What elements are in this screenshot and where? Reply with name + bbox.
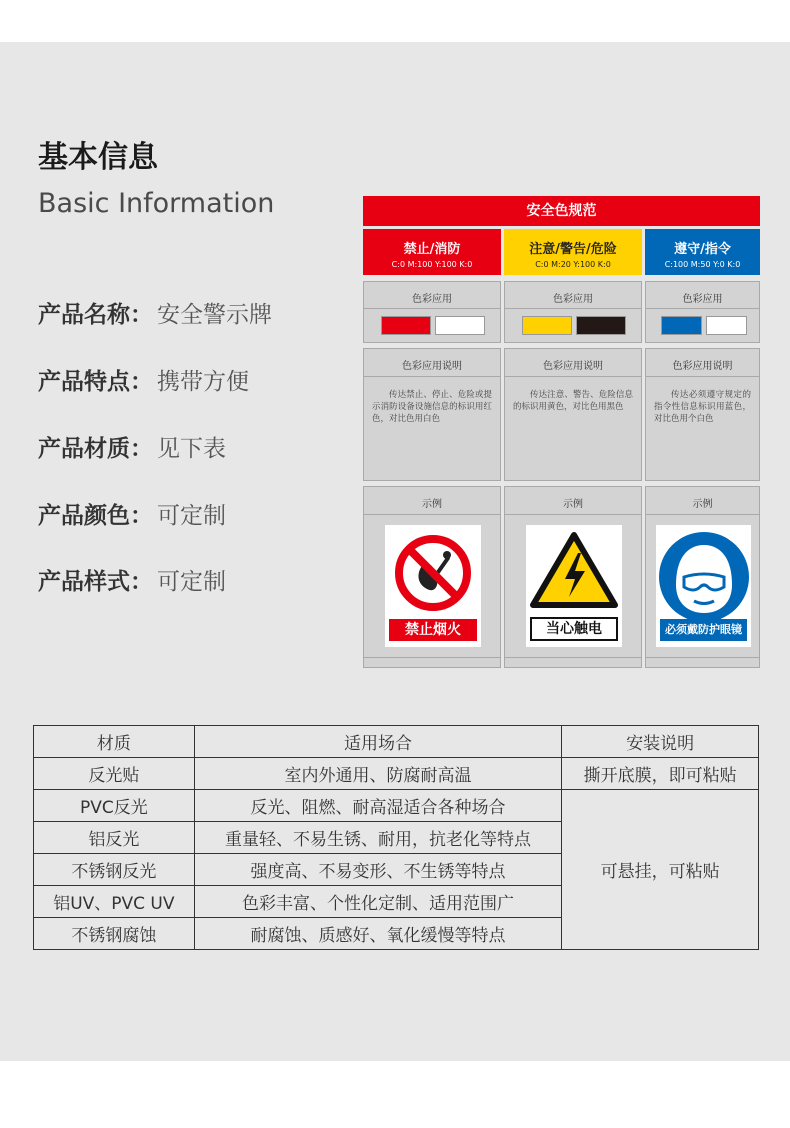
divider	[646, 376, 759, 377]
install-cell-shared: 可悬挂，可粘贴	[562, 790, 759, 950]
divider	[364, 308, 500, 309]
divider	[646, 514, 759, 515]
example-box	[504, 486, 642, 668]
material-cell: 铝反光	[34, 822, 195, 854]
color-swatch-contrast	[435, 316, 485, 335]
color-description-text: 传达禁止、停止、危险或提示消防设备设施信息的标识用红色，对比色用白色	[372, 390, 492, 424]
use-cell: 色彩丰富、个性化定制、适用范围广	[194, 886, 562, 918]
divider	[505, 308, 641, 309]
color-usage-box	[645, 281, 760, 343]
info-row-feature	[38, 363, 249, 396]
safety-color-spec	[363, 196, 760, 638]
color-description-box	[504, 348, 642, 481]
info-value: 携带方便	[157, 369, 249, 395]
example-label: 示例	[692, 499, 713, 510]
color-description-label: 色彩应用说明	[402, 361, 462, 372]
info-value: 见下表	[157, 436, 226, 462]
info-key: 产品材质：	[38, 436, 153, 462]
spec-column-warning	[504, 226, 642, 638]
color-usage-label: 色彩应用	[682, 294, 723, 305]
info-row-name	[38, 296, 272, 329]
table-header-row	[34, 726, 759, 758]
info-value: 可定制	[157, 569, 226, 595]
sign-caption: 禁止烟火	[389, 619, 477, 641]
electric-hazard-icon	[526, 531, 622, 615]
example-label: 示例	[422, 499, 442, 510]
divider	[505, 376, 641, 377]
divider	[364, 657, 500, 658]
color-swatch-primary	[661, 316, 702, 335]
spec-title: 安全色规范	[363, 196, 760, 226]
divider	[364, 376, 500, 377]
table-row	[34, 790, 759, 822]
material-cell: 不锈钢腐蚀	[34, 918, 195, 950]
category-header	[645, 229, 760, 275]
divider	[505, 514, 641, 515]
sign-caption: 当心触电	[530, 617, 618, 641]
example-label: 示例	[563, 499, 583, 510]
section-subtitle: Basic Information	[38, 188, 275, 219]
divider	[364, 514, 500, 515]
use-cell: 强度高、不易变形、不生锈等特点	[194, 854, 562, 886]
cmyk-value: C:0 M:100 Y:100 K:0	[391, 260, 473, 269]
example-box	[645, 486, 760, 668]
material-cell: 反光贴	[34, 758, 195, 790]
category-header	[504, 229, 642, 275]
spec-column-prohibition	[363, 226, 501, 638]
category-name: 遵守/指令	[674, 242, 731, 257]
cmyk-value: C:0 M:20 Y:100 K:0	[535, 260, 611, 269]
spec-columns	[363, 226, 760, 638]
material-table	[33, 725, 759, 950]
color-usage-label: 色彩应用	[553, 294, 593, 305]
info-key: 产品颜色：	[38, 503, 153, 529]
use-cell: 耐腐蚀、质感好、氧化缓慢等特点	[194, 918, 562, 950]
info-key: 产品样式：	[38, 569, 153, 595]
color-swatch-primary	[522, 316, 572, 335]
color-swatch-primary	[381, 316, 431, 335]
info-value: 安全警示牌	[157, 302, 272, 328]
table-header-cell: 材质	[34, 726, 195, 758]
color-description-box	[645, 348, 760, 481]
use-cell: 室内外通用、防腐耐高温	[194, 758, 562, 790]
info-value: 可定制	[157, 503, 226, 529]
install-cell: 撕开底膜，即可粘贴	[562, 758, 759, 790]
table-header-cell: 安装说明	[562, 726, 759, 758]
section-title: 基本信息	[38, 140, 158, 175]
color-description-label: 色彩应用说明	[672, 361, 733, 372]
color-usage-box	[504, 281, 642, 343]
category-name: 注意/警告/危险	[529, 242, 617, 257]
sign-caption: 必须戴防护眼镜	[660, 619, 747, 641]
example-box	[363, 486, 501, 668]
info-row-color	[38, 497, 226, 530]
info-row-material	[38, 430, 226, 463]
safety-sign	[526, 525, 622, 647]
use-cell: 反光、阻燃、耐高湿适合各种场合	[194, 790, 562, 822]
table-header-cell: 适用场合	[194, 726, 562, 758]
material-cell: 铝UV、PVC UV	[34, 886, 195, 918]
goggles-icon	[656, 531, 751, 627]
material-cell: 不锈钢反光	[34, 854, 195, 886]
table-row	[34, 758, 759, 790]
spec-column-mandatory	[645, 226, 760, 638]
info-key: 产品名称：	[38, 302, 153, 328]
color-swatch-contrast	[706, 316, 747, 335]
color-description-label: 色彩应用说明	[543, 361, 603, 372]
use-cell: 重量轻、不易生锈、耐用，抗老化等特点	[194, 822, 562, 854]
divider	[646, 657, 759, 658]
divider	[505, 657, 641, 658]
category-name: 禁止/消防	[403, 242, 461, 257]
safety-sign	[656, 525, 751, 647]
material-cell: PVC反光	[34, 790, 195, 822]
divider	[646, 308, 759, 309]
safety-sign	[385, 525, 481, 647]
color-usage-label: 色彩应用	[412, 294, 452, 305]
cmyk-value: C:100 M:50 Y:0 K:0	[664, 260, 741, 269]
info-key: 产品特点：	[38, 369, 153, 395]
color-description-text: 传达注意、警告、危险信息的标识用黄色，对比色用黑色	[513, 390, 633, 412]
info-row-style	[38, 563, 226, 596]
color-usage-box	[363, 281, 501, 343]
no-fire-icon	[385, 531, 481, 619]
color-description-text: 传达必须遵守规定的指令性信息标识用蓝色，对比色用个白色	[654, 390, 751, 424]
color-swatch-contrast	[576, 316, 626, 335]
category-header	[363, 229, 501, 275]
color-description-box	[363, 348, 501, 481]
